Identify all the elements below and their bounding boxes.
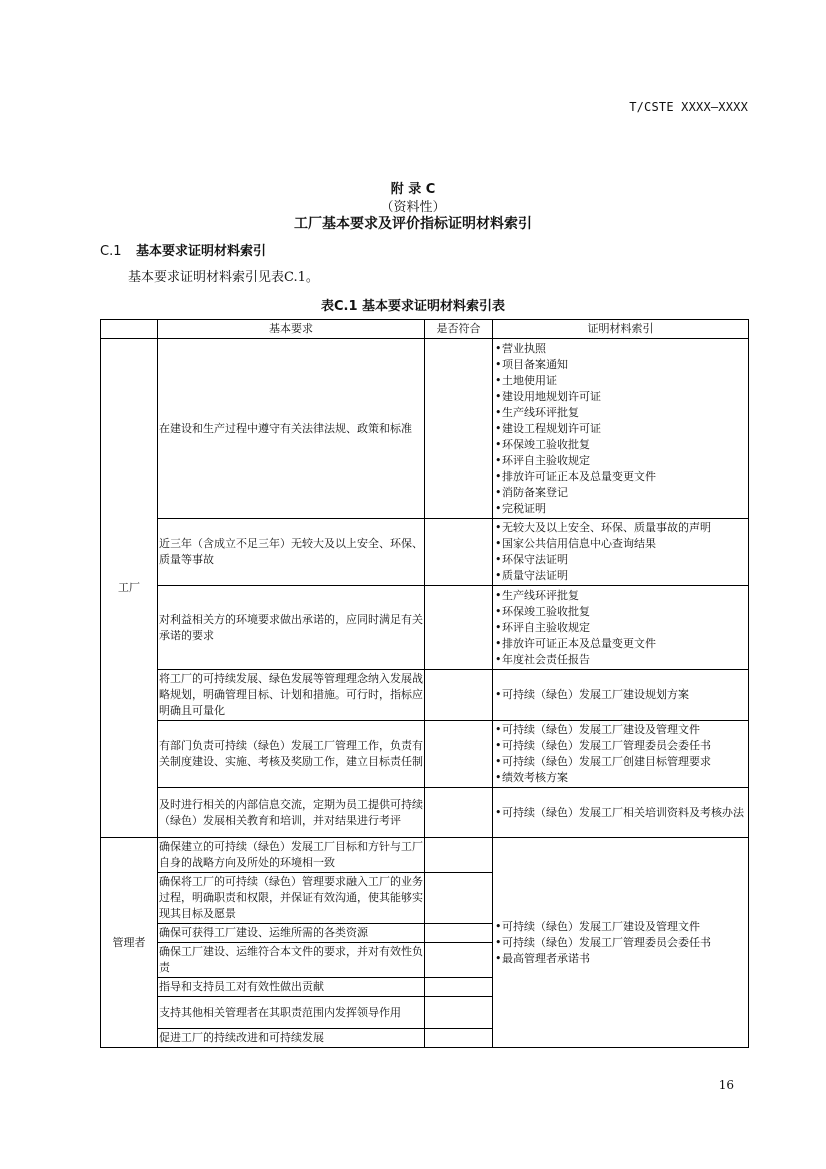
requirement-cell: 促进工厂的持续改进和可持续发展 bbox=[158, 1029, 425, 1048]
evidence-list bbox=[494, 919, 747, 967]
evidence-item: • 环评自主验收规定 bbox=[494, 453, 747, 469]
evidence-cell bbox=[493, 721, 749, 788]
evidence-item: • 可持续（绿色）发展工厂创建目标管理要求 bbox=[494, 754, 747, 770]
evidence-item: • 排放许可证正本及总量变更文件 bbox=[494, 469, 747, 485]
appendix-subtitle: （资料性） bbox=[380, 200, 446, 215]
requirement-cell: 确保可获得工厂建设、运维所需的各类资源 bbox=[158, 924, 425, 943]
evidence-item: • 环评自主验收规定 bbox=[494, 620, 747, 636]
table-row bbox=[101, 586, 749, 670]
header-compliance: 是否符合 bbox=[425, 320, 493, 339]
evidence-item: • 生产线环评批复 bbox=[494, 405, 747, 421]
table-caption: 表C.1 基本要求证明材料索引表 bbox=[320, 299, 506, 314]
evidence-cell bbox=[493, 586, 749, 670]
compliance-cell bbox=[425, 997, 493, 1029]
requirement-cell: 支持其他相关管理者在其职责范围内发挥领导作用 bbox=[158, 997, 425, 1029]
evidence-list bbox=[494, 687, 747, 703]
evidence-item: • 土地使用证 bbox=[494, 373, 747, 389]
table-row bbox=[101, 670, 749, 721]
evidence-item: • 项目备案通知 bbox=[494, 357, 747, 373]
compliance-cell bbox=[425, 1029, 493, 1048]
compliance-cell bbox=[425, 924, 493, 943]
compliance-cell bbox=[425, 586, 493, 670]
evidence-list bbox=[494, 341, 747, 517]
evidence-cell bbox=[493, 670, 749, 721]
section-number: C.1 bbox=[100, 244, 122, 259]
compliance-cell bbox=[425, 670, 493, 721]
section-heading bbox=[100, 240, 266, 259]
table-row bbox=[101, 788, 749, 838]
page-number: 16 bbox=[718, 1078, 734, 1092]
header-requirement: 基本要求 bbox=[158, 320, 425, 339]
evidence-item: • 可持续（绿色）发展工厂管理委员会委任书 bbox=[494, 935, 747, 951]
evidence-item: • 可持续（绿色）发展工厂建设及管理文件 bbox=[494, 722, 747, 738]
table-row bbox=[101, 519, 749, 586]
requirement-cell: 近三年（含成立不足三年）无较大及以上安全、环保、质量等事故 bbox=[158, 519, 425, 586]
evidence-cell bbox=[493, 339, 749, 519]
evidence-item: • 环保守法证明 bbox=[494, 552, 747, 568]
requirements-table bbox=[100, 319, 749, 1048]
requirement-cell: 在建设和生产过程中遵守有关法律法规、政策和标准 bbox=[158, 339, 425, 519]
evidence-cell bbox=[493, 519, 749, 586]
compliance-cell bbox=[425, 788, 493, 838]
evidence-item: • 可持续（绿色）发展工厂管理委员会委任书 bbox=[494, 738, 747, 754]
compliance-cell bbox=[425, 978, 493, 997]
evidence-item: • 可持续（绿色）发展工厂建设规划方案 bbox=[494, 687, 747, 703]
table-row bbox=[101, 339, 749, 519]
evidence-item: • 国家公共信用信息中心查询结果 bbox=[494, 536, 747, 552]
evidence-item: • 营业执照 bbox=[494, 341, 747, 357]
requirement-cell: 将工厂的可持续发展、绿色发展等管理理念纳入发展战略规划，明确管理目标、计划和措施。可行时，指标应明确且可量化 bbox=[158, 670, 425, 721]
evidence-item: • 排放许可证正本及总量变更文件 bbox=[494, 636, 747, 652]
category-factory: 工厂 bbox=[101, 339, 158, 838]
evidence-item: • 年度社会责任报告 bbox=[494, 652, 747, 668]
evidence-item: • 无较大及以上安全、环保、质量事故的声明 bbox=[494, 520, 747, 536]
section-intro: 基本要求证明材料索引见表C.1。 bbox=[128, 270, 319, 285]
table-body bbox=[101, 339, 749, 1048]
evidence-item: • 可持续（绿色）发展工厂建设及管理文件 bbox=[494, 919, 747, 935]
compliance-cell bbox=[425, 721, 493, 788]
evidence-item: • 质量守法证明 bbox=[494, 568, 747, 584]
appendix-title: 附 录 C bbox=[390, 182, 436, 197]
section-title: 基本要求证明材料索引 bbox=[136, 244, 267, 259]
evidence-item: • 消防备案登记 bbox=[494, 485, 747, 501]
header-evidence: 证明材料索引 bbox=[493, 320, 749, 339]
requirement-cell: 有部门负责可持续（绿色）发展工厂管理工作，负责有关制度建设、实施、考核及奖励工作，建立目标责任制 bbox=[158, 721, 425, 788]
requirement-cell: 确保将工厂的可持续（绿色）管理要求融入工厂的业务过程，明确职责和权限，并保证有效沟通，使其能够实现其目标及愿景 bbox=[158, 873, 425, 924]
document-id: T/CSTE XXXX—XXXX bbox=[629, 100, 748, 114]
appendix-heading: 工厂基本要求及评价指标证明材料索引 bbox=[294, 216, 532, 232]
category-management: 管理者 bbox=[101, 838, 158, 1048]
evidence-item: • 可持续（绿色）发展工厂相关培训资料及考核办法 bbox=[494, 805, 747, 821]
evidence-item: • 建设用地规划许可证 bbox=[494, 389, 747, 405]
requirement-cell: 确保建立的可持续（绿色）发展工厂目标和方针与工厂自身的战略方向及所处的环境相一致 bbox=[158, 838, 425, 873]
compliance-cell bbox=[425, 838, 493, 873]
evidence-item: • 完税证明 bbox=[494, 501, 747, 517]
evidence-item: • 环保竣工验收批复 bbox=[494, 604, 747, 620]
evidence-item: • 绩效考核方案 bbox=[494, 770, 747, 786]
compliance-cell bbox=[425, 873, 493, 924]
compliance-cell bbox=[425, 943, 493, 978]
evidence-cell bbox=[493, 788, 749, 838]
requirement-cell: 及时进行相关的内部信息交流，定期为员工提供可持续（绿色）发展相关教育和培训，并对结果进行考评 bbox=[158, 788, 425, 838]
compliance-cell bbox=[425, 339, 493, 519]
evidence-list bbox=[494, 722, 747, 786]
evidence-item: • 环保竣工验收批复 bbox=[494, 437, 747, 453]
requirement-cell: 指导和支持员工对有效性做出贡献 bbox=[158, 978, 425, 997]
table-row bbox=[101, 721, 749, 788]
table-header-row bbox=[101, 320, 749, 339]
evidence-cell bbox=[493, 838, 749, 1048]
table-row bbox=[101, 838, 749, 873]
evidence-list bbox=[494, 520, 747, 584]
evidence-item: • 建设工程规划许可证 bbox=[494, 421, 747, 437]
compliance-cell bbox=[425, 519, 493, 586]
evidence-list bbox=[494, 805, 747, 821]
requirement-cell: 对利益相关方的环境要求做出承诺的，应同时满足有关承诺的要求 bbox=[158, 586, 425, 670]
header-category bbox=[101, 320, 158, 339]
requirement-cell: 确保工厂建设、运维符合本文件的要求，并对有效性负责 bbox=[158, 943, 425, 978]
evidence-item: • 生产线环评批复 bbox=[494, 588, 747, 604]
evidence-item: • 最高管理者承诺书 bbox=[494, 951, 747, 967]
evidence-list bbox=[494, 588, 747, 668]
